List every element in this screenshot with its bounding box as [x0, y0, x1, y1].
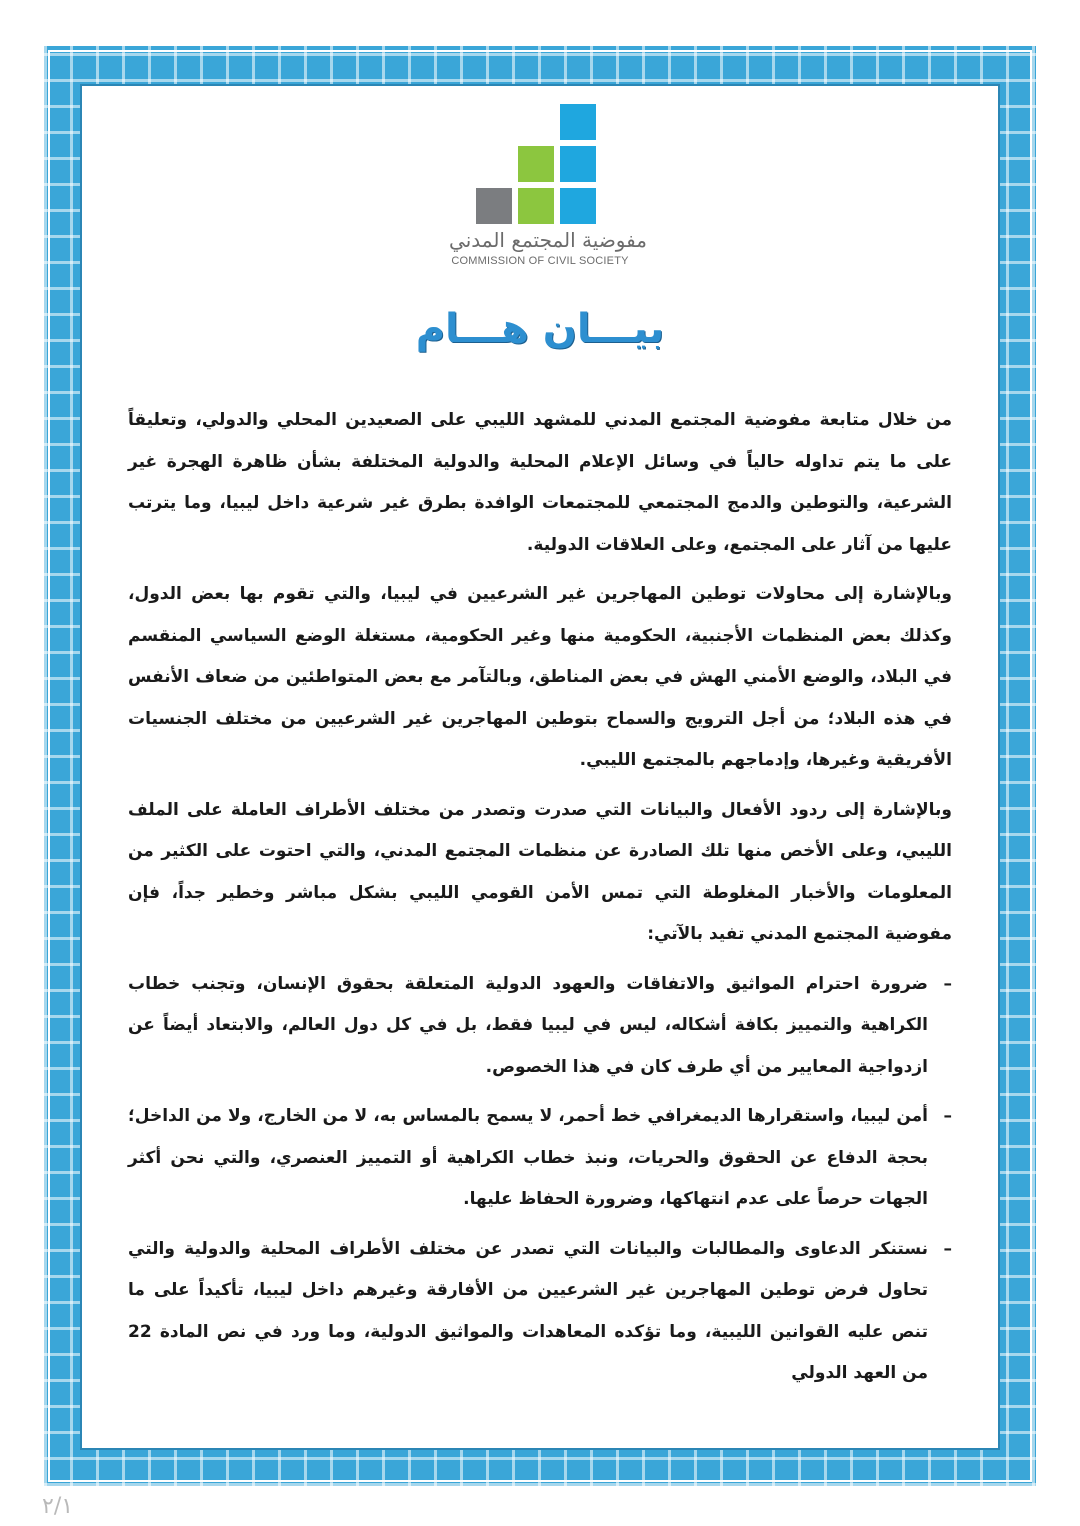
paragraph: وبالإشارة إلى ردود الأفعال والبيانات التي صدرت وتصدر من مختلف الأطراف العاملة على الملف الليبي، وعلى الأخص منها تلك الصادرة عن منظمات المجتمع المدني، والتي احتوت على الكثير من المعلومات والأخبار المغلوطة التي تمس الأمن القومي الليبي بشكل مباشر وخطير جداً، فإن مفوضية المجتمع المدني تفيد بالآتي:: [128, 799, 952, 944]
logo-square-blue-mid: [560, 146, 596, 182]
page-number: ٢/١: [42, 1494, 74, 1519]
logo-square-blue-low: [560, 188, 596, 224]
bullet-item: [128, 964, 952, 1089]
paragraph: من خلال متابعة مفوضية المجتمع المدني للمشهد الليبي على الصعيدين المحلي والدولي، وتعليقاً على ما يتم تداوله حالياً في وسائل الإعلام المحلية والدولية المختلفة بشأن ظاهرة الهجرة غير الشرعية، والتوطين والدمج المجتمعي للمجتمعات الوافدة بطرق غير شرعية داخل ليبيا، وما يترتب عليها من آثار على المجتمع، وعلى العلاقات الدولية.: [128, 410, 952, 555]
bullet-text: نستنكر الدعاوى والمطالبات والبيانات التي تصدر عن مختلف الأطراف المحلية والدولية والتي تحاول فرض توطين المهاجرين غير الشرعيين من الأفارقة وغيرهم داخل ليبيا، تأكيداً على ما تنص عليه القوانين الليبية، وما تؤكده المعاهدات والمواثيق الدولية، وما ورد في نص المادة 22 من العهد الدولي: [128, 1238, 928, 1383]
statement-content: [128, 400, 952, 1403]
logo-square-green-low: [518, 188, 554, 224]
statement-title: بيـــان هـــام: [415, 306, 665, 352]
bullet-marker: –: [943, 973, 952, 994]
logo-name-english: COMMISSION OF CIVIL SOCIETY: [451, 255, 629, 267]
bullet-marker: –: [943, 1106, 952, 1126]
bullet-marker: –: [943, 1238, 952, 1259]
bullet-item: [128, 1096, 952, 1221]
paragraph: وبالإشارة إلى محاولات توطين المهاجرين غير الشرعيين في ليبيا، والتي تقوم بها بعض الدول، وكذلك بعض المنظمات الأجنبية، الحكومية منها وغير الحكومية، مستغلة الوضع السياسي المنقسم في البلاد، والوضع الأمني الهش في بعض المناطق، وبالتآمر مع بعض المتواطئين من ضعاف الأنفس في هذه البلاد؛ من أجل الترويج والسماح بتوطين المهاجرين غير الشرعيين من مختلف الجنسيات الأفريقية وغيرها، وإدماجهم بالمجتمع الليبي.: [128, 584, 952, 770]
logo-name-arabic: مفوضية المجتمع المدني: [449, 228, 647, 252]
bullet-text: ضرورة احترام المواثيق والاتفاقات والعهود الدولية المتعلقة بحقوق الإنسان، وتجنب خطاب الكراهية والتمييز بكافة أشكاله، ليس في ليبيا فقط، بل في كل دول العالم، والابتعاد أيضاً عن ازدواجية المعايير من أي طرف كان في هذا الخصوص.: [128, 973, 928, 1077]
bullet-text: أمن ليبيا، واستقرارها الديمغرافي خط أحمر، لا يسمح بالمساس به، لا من الخارج، ولا من الداخل؛ بحجة الدفاع عن الحقوق والحريات، ونبذ خطاب الكراهية أو التمييز العنصري، والتي نحن أكثر الجهات حرصاً على عدم انتهاكها، وضرورة الحفاظ عليها.: [128, 1106, 928, 1209]
logo-square-gray: [476, 188, 512, 224]
bullet-item: [128, 1229, 952, 1395]
logo-square-green-mid: [518, 146, 554, 182]
logo-square-blue-top: [560, 104, 596, 140]
